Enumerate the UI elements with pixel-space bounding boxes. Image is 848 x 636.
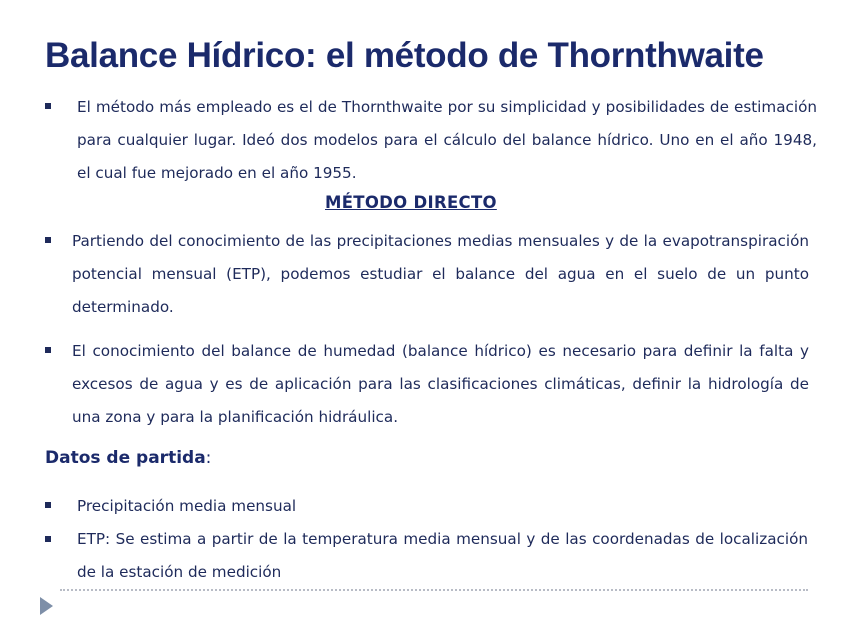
intro-paragraph: El método más empleado es el de Thornthwaite por su simplicidad y posibilidades de estimación para cualquier lugar. Ideó dos modelos para el cálculo del balance hídrico. Uno en el año 1948, el cual fue mejorado en el año 1955. xyxy=(77,98,817,182)
bullet-paragraph-2: El conocimiento del balance de humedad (balance hídrico) es necesario para definir la falta y excesos de agua y es de aplicación para las clasificaciones climáticas, definir la hidrología de una zona y para la planificación hidráulica. xyxy=(72,342,809,426)
bullet-marker xyxy=(45,502,51,508)
next-slide-arrow-icon[interactable] xyxy=(40,597,53,615)
bullet-marker xyxy=(45,103,51,109)
bullet-marker xyxy=(45,237,51,243)
bullet-marker xyxy=(45,347,51,353)
data-item-2: ETP: Se estima a partir de la temperatura media mensual y de las coordenadas de localización de la estación de medición xyxy=(77,530,808,581)
footer-divider xyxy=(60,589,808,591)
data-heading xyxy=(45,448,211,468)
bullet-marker xyxy=(45,536,51,542)
method-heading: MÉTODO DIRECTO xyxy=(325,193,497,212)
data-item-1: Precipitación media mensual xyxy=(77,497,297,515)
slide-title: Balance Hídrico: el método de Thornthwaite xyxy=(45,36,764,75)
bullet-paragraph-1: Partiendo del conocimiento de las precipitaciones medias mensuales y de la evapotranspiración potencial mensual (ETP), podemos estudiar el balance del agua en el suelo de un punto determinado. xyxy=(72,232,809,316)
data-heading-label: Datos de partida xyxy=(45,448,206,468)
data-heading-colon: : xyxy=(205,448,212,468)
